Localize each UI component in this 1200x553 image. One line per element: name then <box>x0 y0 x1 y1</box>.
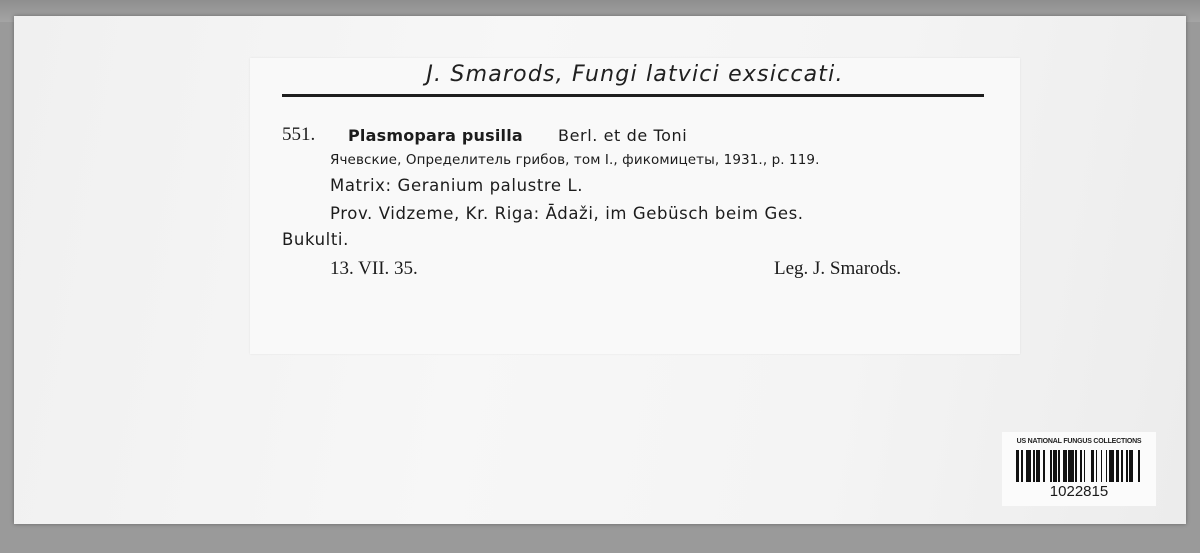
locality-line-continued: Bukulti. <box>282 230 349 249</box>
species-authority: Berl. et de Toni <box>558 126 688 145</box>
collection-date: 13. VII. 35. <box>330 258 418 279</box>
label-header: J. Smarods, Fungi latvici exsiccati. <box>426 62 844 87</box>
header-rule <box>282 94 984 97</box>
barcode-label <box>1002 432 1156 506</box>
collector: Leg. J. Smarods. <box>774 258 902 279</box>
barcode-institution: US NATIONAL FUNGUS COLLECTIONS <box>1016 438 1142 445</box>
species-name: Plasmopara pusilla <box>348 126 523 145</box>
specimen-label <box>250 58 1020 354</box>
matrix-line: Matrix: Geranium palustre L. <box>330 176 584 195</box>
locality-line: Prov. Vidzeme, Kr. Riga: Ādaži, im Gebüsch beim Ges. <box>330 204 804 223</box>
specimen-number: 551. <box>282 124 316 145</box>
barcode-bars <box>1016 450 1142 482</box>
herbarium-sheet <box>14 16 1186 524</box>
barcode-number: 1022815 <box>1049 483 1109 500</box>
barcode-bar <box>1140 450 1142 482</box>
literature-reference: Ячевские, Определитель грибов, том I., фикомицеты, 1931., p. 119. <box>330 152 820 168</box>
